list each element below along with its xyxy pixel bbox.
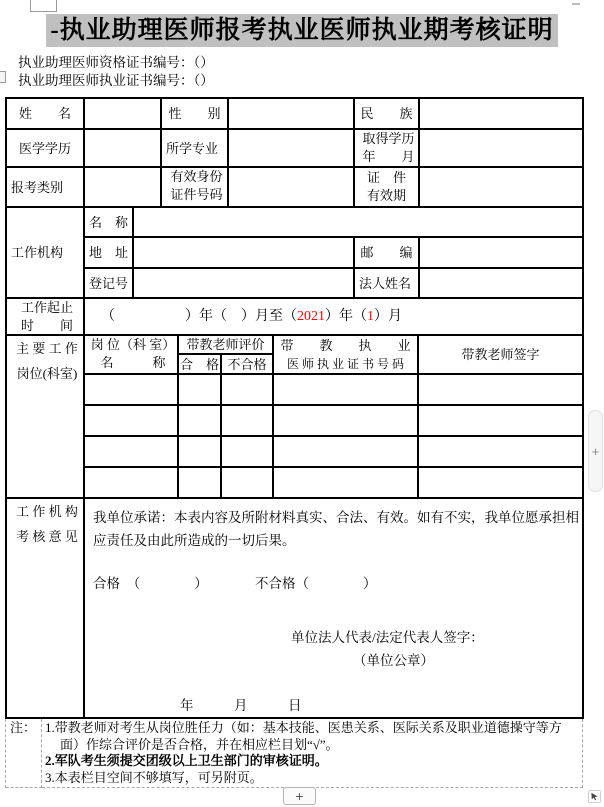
teacher-sign-cell[interactable] xyxy=(419,375,584,406)
name-label: 姓 名 xyxy=(7,99,85,130)
position-data-row xyxy=(85,468,584,499)
period-month-value: 1 xyxy=(367,309,374,324)
note-item-2: 2.军队考生须提交团级以上卫生部门的审核证明。 xyxy=(45,753,328,768)
positions-label: 主 要 工 作 岗位(科室) xyxy=(7,336,85,499)
work-period-label: 工作起止 时 间 xyxy=(7,299,85,336)
position-name-cell[interactable] xyxy=(85,468,179,499)
id-number-value-cell[interactable] xyxy=(229,168,355,208)
period-year-value: 2021 xyxy=(297,309,325,324)
fail-cell[interactable] xyxy=(222,468,274,499)
table-select-handle-icon[interactable] xyxy=(0,71,6,83)
position-data-row xyxy=(85,406,584,437)
note-item-3: 3.本表栏目空间不够填写，可另附页。 xyxy=(45,769,263,785)
teacher-signature-header: 带教老师签字 xyxy=(419,336,584,375)
cursor-icon xyxy=(590,792,599,801)
legal-representative-sign-line: 单位法人代表/法定代表人签字： xyxy=(291,630,484,645)
teacher-cert-cell[interactable] xyxy=(274,406,419,437)
org-name-row xyxy=(85,208,584,238)
work-period-value[interactable]: （ ）年（ ）月至（ 2021 ）年（ 1 ）月 xyxy=(85,299,584,336)
org-address-label: 地 址 xyxy=(85,238,134,269)
teacher-eval-header-group xyxy=(179,336,274,375)
org-assessment-label: 工 作 机 构 考 核 意 见 xyxy=(7,499,85,719)
positions-section xyxy=(5,336,584,499)
cursor-marker[interactable] xyxy=(588,790,601,803)
degree-value-cell[interactable] xyxy=(85,130,162,168)
positions-header-row xyxy=(85,336,584,375)
title-highlight: -执业助理医师报考执业医师执业期考核证明 xyxy=(46,14,557,47)
top-right-mark xyxy=(572,3,580,5)
zip-label: 邮 编 xyxy=(355,238,420,269)
teacher-sign-cell[interactable] xyxy=(419,406,584,437)
registration-label: 登记号 xyxy=(85,269,134,299)
row-category xyxy=(5,168,584,208)
teacher-sign-cell[interactable] xyxy=(419,468,584,499)
note-item-1: 1.带教老师对考生从岗位胜任力（如：基本技能、医患关系、医际关系及职业道德操守等方面）作综合评价是否合格，并在相应栏目划“√”。 xyxy=(45,720,562,752)
row-degree xyxy=(5,130,584,168)
insert-column-button[interactable] xyxy=(588,410,603,492)
degree-label: 医学学历 xyxy=(7,130,85,168)
position-name-cell[interactable] xyxy=(85,375,179,406)
legal-name-value-cell[interactable] xyxy=(420,269,584,299)
zip-value-cell[interactable] xyxy=(420,238,584,269)
date-line: 年 月 日 xyxy=(180,698,302,713)
org-assessment-content[interactable] xyxy=(85,499,584,719)
certificate-number-lines xyxy=(18,54,214,90)
positions-table xyxy=(85,336,584,499)
id-validity-label: 证 件 有效期 xyxy=(355,168,420,208)
work-period-row xyxy=(5,299,584,336)
assessment-form-table xyxy=(5,97,584,788)
org-registration-row xyxy=(85,269,584,299)
notes-label: 注： xyxy=(6,719,42,788)
notes-content xyxy=(42,719,583,788)
position-name-cell[interactable] xyxy=(85,437,179,468)
name-value-cell[interactable] xyxy=(85,99,162,130)
fail-header: 不合格 xyxy=(222,355,274,375)
org-assessment-section xyxy=(5,499,584,719)
teacher-cert-number-header: 带 教 执 业 医 师 执 业 证 书 号 码 xyxy=(274,336,419,375)
ethnicity-value-cell[interactable] xyxy=(420,99,584,130)
org-address-value-cell[interactable] xyxy=(134,238,355,269)
legal-name-label: 法人姓名 xyxy=(355,269,420,299)
teacher-cert-cell[interactable] xyxy=(274,468,419,499)
id-validity-value-cell[interactable] xyxy=(420,168,584,208)
add-row-button[interactable] xyxy=(283,787,316,805)
fail-cell[interactable] xyxy=(222,406,274,437)
ethnicity-label: 民 族 xyxy=(355,99,420,130)
org-seal-line: （单位公章） xyxy=(353,653,434,668)
pass-fail-options[interactable]: 合格 （ ） 不合格（ ） xyxy=(93,576,377,591)
org-promise-text: 我单位承诺：本表内容及所附材料真实、合法、有效。如有不实，我单位愿承担相应责任及由此所造成的一切后果。 xyxy=(93,510,579,548)
fail-cell[interactable] xyxy=(222,375,274,406)
page-title xyxy=(0,10,604,46)
pass-cell[interactable] xyxy=(179,437,222,468)
gender-label: 性 别 xyxy=(162,99,229,130)
plus-icon: + xyxy=(591,443,600,459)
work-org-rows xyxy=(85,208,584,299)
org-name-label: 名 称 xyxy=(85,208,134,238)
pass-cell[interactable] xyxy=(179,468,222,499)
plus-icon: + xyxy=(295,788,304,804)
row-name xyxy=(5,99,584,130)
teacher-sign-cell[interactable] xyxy=(419,437,584,468)
position-name-cell[interactable] xyxy=(85,406,179,437)
pass-cell[interactable] xyxy=(179,375,222,406)
registration-value-cell[interactable] xyxy=(134,269,355,299)
fail-cell[interactable] xyxy=(222,437,274,468)
org-name-value-cell[interactable] xyxy=(134,208,584,238)
degree-date-label: 取得学历 年 月 xyxy=(355,130,420,168)
notes-row xyxy=(5,719,584,788)
position-data-row xyxy=(85,375,584,406)
major-label: 所学专业 xyxy=(162,130,229,168)
work-org-label: 工作机构 xyxy=(7,208,85,299)
teacher-eval-header: 带教老师评价 xyxy=(179,336,274,355)
practice-cert-number-line[interactable]: 执业助理医师执业证书编号：（） xyxy=(18,73,214,88)
gender-value-cell[interactable] xyxy=(229,99,355,130)
position-name-header: 岗 位（科 室） 名 称 xyxy=(85,336,179,375)
pass-header: 合 格 xyxy=(179,355,222,375)
category-value-cell[interactable] xyxy=(85,168,162,208)
pass-fail-header-row xyxy=(179,355,274,375)
pass-cell[interactable] xyxy=(179,406,222,437)
qualification-cert-number-line[interactable]: 执业助理医师资格证书编号：（） xyxy=(18,55,214,70)
work-org-section xyxy=(5,208,584,299)
org-address-row xyxy=(85,238,584,269)
teacher-cert-cell[interactable] xyxy=(274,437,419,468)
id-number-label: 有效身份 证件号码 xyxy=(162,168,229,208)
degree-date-value-cell[interactable] xyxy=(420,130,584,168)
category-label: 报考类别 xyxy=(7,168,85,208)
position-data-row xyxy=(85,437,584,468)
teacher-cert-cell[interactable] xyxy=(274,375,419,406)
major-value-cell[interactable] xyxy=(229,130,355,168)
